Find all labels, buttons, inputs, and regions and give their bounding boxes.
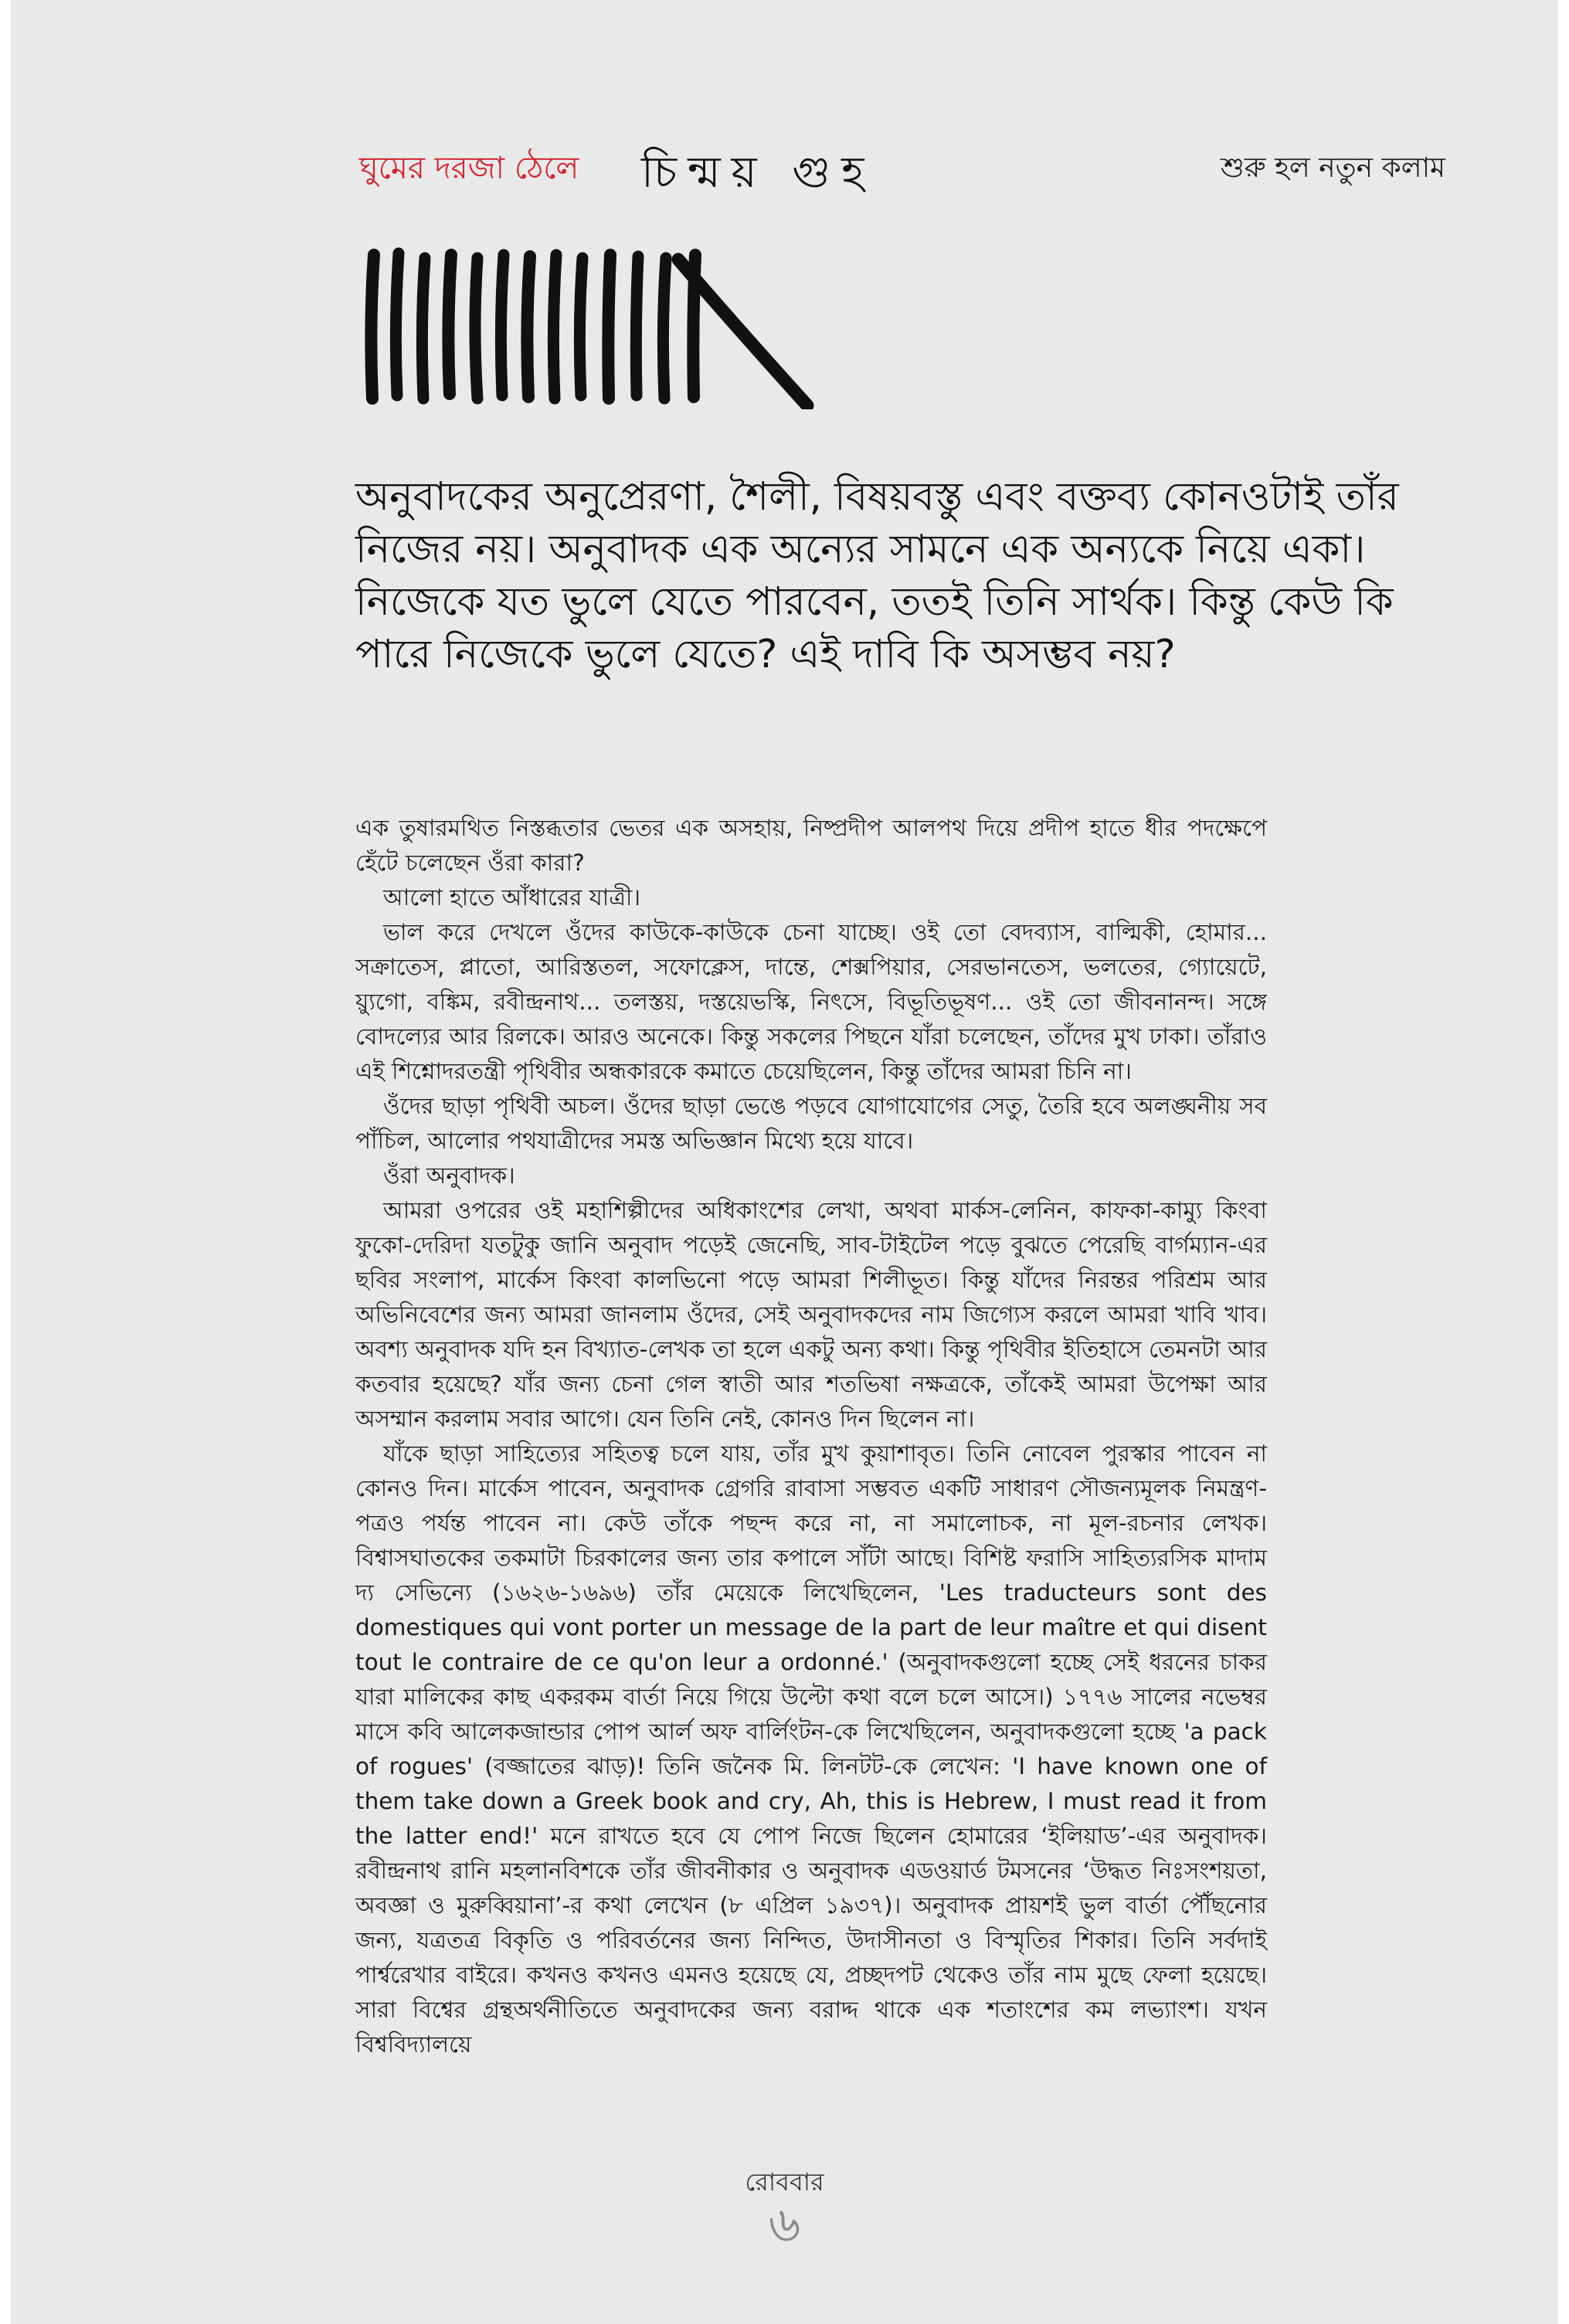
tally-stroke: [663, 258, 666, 399]
body-paragraph: ভাল করে দেখলে ওঁদের কাউকে-কাউকে চেনা যাচ্ছে। ওই তো বেদব্যাস, বাল্মিকী, হোমার... সক্রাতেস, প্লাতো, আরিস্ততল, সফোক্লেস, দান্তে, শেক্সপিয়ার, সেরভানতেস, ভলতের, গ্যোয়েটে, য়্যুগো, বঙ্কিম, রবীন্দ্রনাথ... তলস্তয়, দস্তয়েভস্কি, নিৎসে, বিভূতিভূষণ... ওই তো জীবনানন্দ। সঙ্গে বোদল্যের আর রিলকে। আরও অনেকে। কিন্তু সকলের পিছনে যাঁরা চলেছেন, তাঁদের মুখ ঢাকা। তাঁরাও এই শিশ্নোদরতন্ত্রী পৃথিবীর অন্ধকারকে কমাতে চেয়েছিলেন, কিন্তু তাঁদের আমরা চিনি না।: [355, 919, 1267, 1084]
page-number: ৬: [768, 2197, 801, 2254]
body-paragraph: ওঁরা অনুবাদক।: [383, 1162, 515, 1189]
tally-stroke: [448, 255, 451, 394]
tally-stroke: [501, 255, 504, 395]
body-paragraph: ওঁদের ছাড়া পৃথিবী অচল। ওঁদের ছাড়া ভেঙে পড়বে যোগাযোগের সেতু, তৈরি হবে অলঙ্ঘনীয় সব পাঁচিল, আলোর পথযাত্রীদের সমস্ত অভিজ্ঞান মিথ্যে হয়ে যাবে।: [355, 1093, 1267, 1154]
column-tag: শুরু হল নতুন কলাম: [1220, 152, 1445, 184]
body-paragraph: আলো হাতে আঁধারের যাত্রী।: [383, 884, 640, 911]
tally-stroke: [553, 255, 556, 399]
tally-stroke: [422, 258, 425, 399]
article-body: [355, 811, 1267, 2062]
lead-paragraph: [355, 471, 1421, 681]
tally-stroke: [396, 253, 399, 395]
tally-stroke: [475, 258, 477, 399]
author-name: চিন্ময় গুহ: [641, 148, 875, 198]
tally-stroke: [371, 255, 374, 399]
tally-stroke: [527, 256, 530, 397]
tally-stroke: [579, 258, 582, 395]
body-paragraph: এক তুষারমথিত নিস্তব্ধতার ভেতর এক অসহায়, নিষ্প্রদীপ আলপথ দিয়ে প্রদীপ হাতে ধীর পদক্ষেপে হেঁটে চলেছেন ওঁরা কারা?: [355, 815, 1267, 876]
lead-text: অনুবাদকের অনুপ্রেরণা, শৈলী, বিষয়বস্তু এবং বক্তব্য কোনওটাই তাঁর নিজের নয়। অনুবাদক এক অন্যের সামনে এক অন্যকে নিয়ে একা। নিজেকে যত ভুলে যেতে পারবেন, ততই তিনি সার্থক। কিন্তু কেউ কি পারে নিজেকে ভুলে যেতে? এই দাবি কি অসম্ভব নয়?: [355, 474, 1399, 677]
body-paragraph: আমরা ওপরের ওই মহাশিল্পীদের অধিকাংশের লেখা, অথবা মার্কস-লেনিন, কাফকা-কাম্যু কিংবা ফুকো-দেরিদা যতটুকু জানি অনুবাদ পড়েই জেনেছি, সাব-টাইটেল পড়ে বুঝতে পেরেছি বার্গম্যান-এর ছবির সংলাপ, মার্কেস কিংবা কালভিনো পড়ে আমরা শিলীভূত। কিন্তু যাঁদের নিরন্তর পরিশ্রম আর অভিনিবেশের জন্য আমরা জানলাম ওঁদের, সেই অনুবাদকদের নাম জিগ্যেস করলে আমরা খাবি খাব। অবশ্য অনুবাদক যদি হন বিখ্যাত-লেখক তা হলে একটু অন্য কথা। কিন্তু পৃথিবীর ইতিহাসে তেমনটা আর কতবার হয়েছে? যাঁর জন্য চেনা গেল স্বাতী আর শতভিষা নক্ষত্রকে, তাঁকেই আমরা উপেক্ষা আর অসম্মান করলাম সবার আগে। যেন তিনি নেই, কোনও দিন ছিলেন না।: [355, 1197, 1267, 1432]
tally-stroke: [608, 255, 610, 399]
column-title: ঘুমের দরজা ঠেলে: [359, 151, 579, 186]
body-paragraph: যাঁকে ছাড়া সাহিত্যের সহিতত্ব চলে যায়, তাঁর মুখ কুয়াশাবৃত। তিনি নোবেল পুরস্কার পাবেন না কোনও দিন। মার্কেস পাবেন, অনুবাদক গ্রেগরি রাবাসা সম্ভবত একটি সাধারণ সৌজন্যমূলক নিমন্ত্রণ-পত্রও পর্যন্ত পাবেন না। কেউ তাঁকে পছন্দ করে না, না সমালোচক, না মূল-রচনার লেখক। বিশ্বাসঘাতকের তকমাটা চিরকালের জন্য তার কপালে সাঁটা আছে। বিশিষ্ট ফরাসি সাহিত্যরসিক মাদাম দ্য সেভিন্যে (১৬২৬-১৬৯৬) তাঁর মেয়েকে লিখেছিলেন, 'Les traducteurs sont des domestiques qui vont porter un message de la part de leur maître et qui disent tout le contraire de ce qu'on leur a ordonné.' (অনুবাদকগুলো হচ্ছে সেই ধরনের চাকর যারা মালিকের কাছ একরকম বার্তা নিয়ে গিয়ে উল্টো কথা বলে চলে আসে।) ১৭৭৬ সালের নভেম্বর মাসে কবি আলেকজান্ডার পোপ আর্ল অফ বার্লিংটন-কে লিখেছিলেন, অনুবাদকগুলো হচ্ছে 'a pack of rogues' (বজ্জাতের ঝাড়)! তিনি জনৈক মি. লিনটট-কে লেখেন: 'I have known one of them take down a Greek book and cry, Ah, this is Hebrew, I must read it from the latter end!' মনে রাখতে হবে যে পোপ নিজে ছিলেন হোমারের ‘ইলিয়াড’-এর অনুবাদক। রবীন্দ্রনাথ রানি মহলানবিশকে তাঁর জীবনীকার ও অনুবাদক এডওয়ার্ড টমসনের ‘উদ্ধত নিঃসংশয়তা, অবজ্ঞা ও মুরুব্বিয়ানা’-র কথা লেখেন (৮ এপ্রিল ১৯৩৭)। অনুবাদক প্রায়শই ভুল বার্তা পৌঁছনোর জন্য, যত্রতত্র বিকৃতি ও পরিবর্তনের জন্য নিন্দিত, উদাসীনতা ও বিস্মৃতির শিকার। তিনি সর্বদাই পার্শ্বরেখার বাইরে। কখনও কখনও এমনও হয়েছে যে, প্রচ্ছদপট থেকেও তাঁর নাম মুছে ফেলা হয়েছে। সারা বিশ্বের গ্রন্থঅর্থনীতিতে অনুবাদকের জন্য বরাদ্দ থাকে এক শতাংশের কম লভ্যাংশ। যখন বিশ্ববিদ্যালয়ে: [355, 1440, 1268, 2058]
tally-stroke: [636, 256, 638, 395]
tally-marks-illustration: [363, 247, 827, 409]
footer-day: রোববার: [745, 2167, 824, 2197]
